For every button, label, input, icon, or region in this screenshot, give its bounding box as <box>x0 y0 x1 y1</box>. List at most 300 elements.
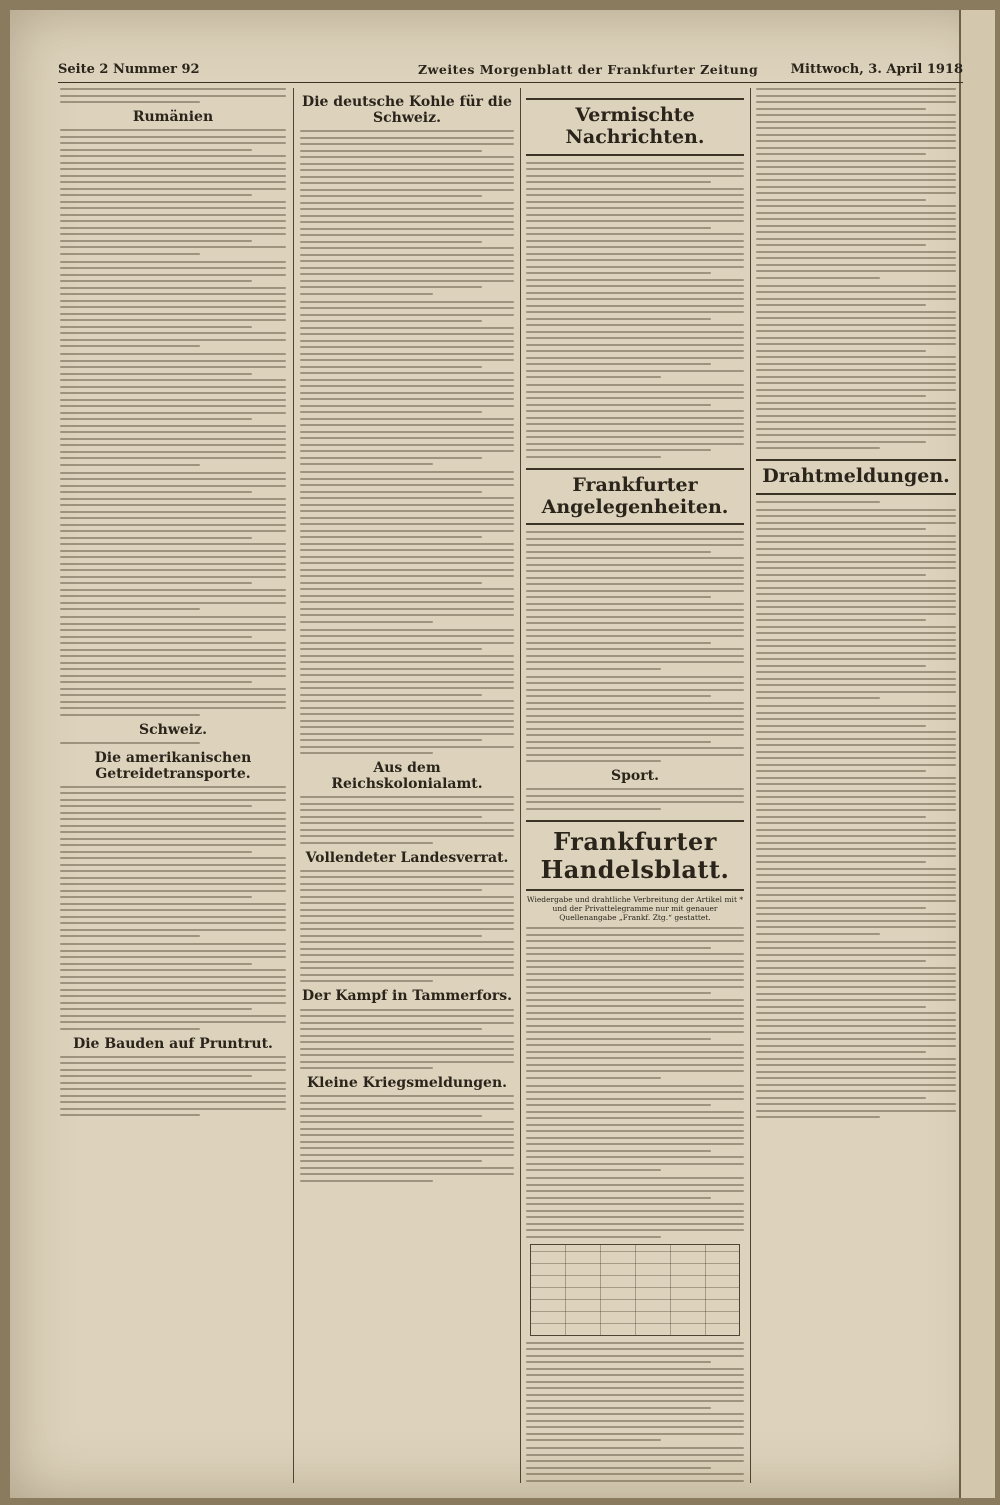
text-line <box>300 234 514 236</box>
text-line <box>756 652 956 654</box>
text-line <box>756 751 956 753</box>
text-line <box>300 621 433 623</box>
text-line <box>300 411 482 413</box>
text-line <box>526 376 661 378</box>
text-line <box>300 543 514 545</box>
text-line <box>60 550 286 552</box>
text-line <box>300 228 514 230</box>
article-body <box>300 629 514 755</box>
text-line <box>60 1088 286 1090</box>
text-line <box>300 156 514 158</box>
text-line <box>526 590 744 592</box>
text-line <box>300 635 514 637</box>
text-line <box>300 1022 514 1024</box>
text-line <box>300 556 514 558</box>
text-line <box>60 582 252 584</box>
text-line <box>60 608 200 610</box>
text-line <box>756 1097 926 1099</box>
text-line <box>526 214 744 216</box>
text-line <box>756 887 956 889</box>
column-rule <box>520 88 521 1483</box>
text-line <box>526 538 744 540</box>
text-line <box>60 300 286 302</box>
text-line <box>526 350 744 352</box>
text-line <box>526 1184 744 1186</box>
text-line <box>526 337 744 339</box>
text-line <box>60 982 286 984</box>
text-line <box>526 331 744 333</box>
text-line <box>526 207 744 209</box>
text-line <box>300 359 514 361</box>
text-line <box>526 1348 744 1350</box>
text-line <box>300 307 514 309</box>
text-line <box>526 188 744 190</box>
text-line <box>60 844 286 846</box>
text-line <box>60 464 200 466</box>
text-line <box>60 142 286 144</box>
text-line <box>60 366 286 368</box>
text-line <box>60 543 286 545</box>
text-line <box>526 363 711 365</box>
text-line <box>300 928 514 930</box>
text-line <box>300 915 514 917</box>
text-line <box>300 1048 514 1050</box>
text-line <box>756 684 956 686</box>
text-line <box>526 1197 711 1199</box>
text-line <box>756 160 956 162</box>
text-line <box>526 449 711 451</box>
text-line <box>60 616 286 618</box>
text-line <box>756 1032 956 1034</box>
text-line <box>60 227 286 229</box>
text-line <box>300 935 482 937</box>
text-line <box>60 1002 286 1004</box>
text-line <box>756 108 926 110</box>
text-line <box>756 796 956 798</box>
text-line <box>60 287 286 289</box>
text-line <box>300 176 514 178</box>
text-line <box>60 916 286 918</box>
text-line <box>526 292 744 294</box>
article-body <box>756 501 956 503</box>
text-line <box>300 752 433 754</box>
text-line <box>756 764 956 766</box>
text-line <box>300 450 514 452</box>
text-line <box>526 1236 661 1238</box>
text-line <box>526 298 744 300</box>
text-line <box>60 629 286 631</box>
text-line <box>756 1038 956 1040</box>
text-line <box>60 569 286 571</box>
text-line <box>756 382 956 384</box>
text-line <box>526 1420 744 1422</box>
text-line <box>526 1433 744 1435</box>
text-line <box>756 770 926 772</box>
text-line <box>300 504 514 506</box>
article-body <box>756 941 956 1119</box>
text-line <box>300 1054 514 1056</box>
text-line <box>300 883 514 885</box>
text-line <box>756 816 926 818</box>
text-line <box>60 233 286 235</box>
text-line <box>526 1190 744 1192</box>
text-line <box>300 733 514 735</box>
article-body <box>300 1009 514 1070</box>
text-line <box>60 694 286 696</box>
text-line <box>526 1229 744 1231</box>
text-line <box>756 980 956 982</box>
text-line <box>756 441 926 443</box>
text-line <box>756 960 926 962</box>
text-line <box>60 345 200 347</box>
text-line <box>756 626 956 628</box>
text-line <box>756 101 956 103</box>
text-line <box>300 803 514 805</box>
text-line <box>756 330 956 332</box>
text-line <box>300 215 514 217</box>
article-body <box>526 788 744 810</box>
text-line <box>756 147 956 149</box>
text-line <box>60 188 286 190</box>
text-line <box>60 935 200 937</box>
text-line <box>60 472 286 474</box>
text-line <box>60 1108 286 1110</box>
text-line <box>526 808 661 810</box>
text-line <box>756 134 956 136</box>
text-line <box>756 718 956 720</box>
text-line <box>300 484 514 486</box>
article-body <box>756 509 956 700</box>
text-line <box>756 842 956 844</box>
text-line <box>300 346 514 348</box>
text-line <box>300 835 514 837</box>
text-line <box>756 509 956 511</box>
text-line <box>300 457 482 459</box>
text-line <box>756 999 956 1001</box>
adjacent-page-edge <box>959 10 995 1498</box>
text-line <box>526 682 744 684</box>
text-line <box>526 266 744 268</box>
text-line <box>526 1130 744 1132</box>
text-line <box>756 528 926 530</box>
article-body <box>60 472 286 611</box>
text-line <box>300 208 514 210</box>
text-line <box>300 961 514 963</box>
article-body <box>300 471 514 623</box>
article-headline: Aus dem Reichskolonialamt. <box>331 760 483 793</box>
text-line <box>526 986 744 988</box>
text-line <box>526 927 744 929</box>
text-line <box>526 979 744 981</box>
text-line <box>300 320 482 322</box>
text-line <box>60 675 286 677</box>
text-line <box>60 399 286 401</box>
text-line <box>526 1203 744 1205</box>
text-line <box>300 948 514 950</box>
text-line <box>60 1114 200 1116</box>
text-line <box>300 726 514 728</box>
text-line <box>756 900 956 902</box>
text-line <box>300 694 482 696</box>
text-line <box>60 831 286 833</box>
text-line <box>526 1480 744 1482</box>
text-line <box>526 324 744 326</box>
text-line <box>300 431 514 433</box>
text-line <box>756 173 956 175</box>
article-headline: Rumänien <box>132 109 214 125</box>
text-line <box>526 1368 744 1370</box>
text-line <box>60 1101 286 1103</box>
text-line <box>300 530 514 532</box>
text-line <box>756 697 880 699</box>
text-line <box>60 478 286 480</box>
article-body <box>300 130 514 295</box>
text-line <box>60 207 286 209</box>
text-line <box>526 1018 744 1020</box>
text-line <box>526 557 744 559</box>
text-line <box>60 405 286 407</box>
text-line <box>526 259 744 261</box>
text-line <box>756 645 956 647</box>
article-body <box>60 1056 286 1117</box>
text-line <box>526 279 744 281</box>
text-line <box>756 757 956 759</box>
text-line <box>300 829 514 831</box>
text-line <box>300 1134 514 1136</box>
text-line <box>756 304 926 306</box>
text-line <box>60 1095 286 1097</box>
text-line <box>756 574 926 576</box>
text-line <box>756 277 880 279</box>
text-line <box>300 549 514 551</box>
text-line <box>526 564 744 566</box>
text-line <box>60 313 286 315</box>
text-line <box>300 471 514 473</box>
text-line <box>526 648 744 650</box>
text-line <box>60 194 252 196</box>
text-line <box>60 707 286 709</box>
text-line <box>60 149 252 151</box>
text-line <box>60 649 286 651</box>
text-line <box>300 385 514 387</box>
text-line <box>756 567 956 569</box>
text-line <box>60 595 286 597</box>
text-line <box>756 561 956 563</box>
text-line <box>300 221 514 223</box>
text-line <box>756 153 926 155</box>
text-line <box>300 182 514 184</box>
text-line <box>300 842 433 844</box>
text-line <box>756 199 926 201</box>
text-line <box>526 305 744 307</box>
text-line <box>60 556 286 558</box>
text-line <box>526 1394 744 1396</box>
text-line <box>60 662 286 664</box>
text-line <box>60 373 252 375</box>
text-line <box>300 314 514 316</box>
article-body <box>756 88 956 279</box>
text-line <box>526 616 744 618</box>
text-line <box>526 992 711 994</box>
text-line <box>526 1124 744 1126</box>
text-line <box>756 705 956 707</box>
article-body <box>756 285 956 450</box>
text-line <box>60 714 200 716</box>
text-line <box>60 326 252 328</box>
text-line <box>60 956 286 958</box>
text-line <box>756 1071 956 1073</box>
text-line <box>526 168 744 170</box>
text-line <box>300 588 514 590</box>
text-line <box>60 306 286 308</box>
text-line <box>300 1167 514 1169</box>
column-4 <box>756 88 956 1483</box>
text-line <box>756 613 956 615</box>
text-line <box>60 155 286 157</box>
text-line <box>526 689 744 691</box>
text-line <box>756 861 926 863</box>
text-line <box>756 803 956 805</box>
text-line <box>526 1143 744 1145</box>
text-line <box>526 728 744 730</box>
text-line <box>526 1051 744 1053</box>
text-line <box>756 95 956 97</box>
text-line <box>60 95 286 97</box>
text-line <box>60 498 286 500</box>
text-line <box>300 655 514 657</box>
text-line <box>526 544 744 546</box>
text-line <box>60 812 286 814</box>
text-line <box>756 376 956 378</box>
text-line <box>756 632 956 634</box>
article-body <box>300 1095 514 1182</box>
text-line <box>526 1439 661 1441</box>
text-line <box>300 668 514 670</box>
text-line <box>756 434 956 436</box>
text-line <box>60 818 286 820</box>
text-line <box>756 1090 956 1092</box>
text-line <box>756 1058 956 1060</box>
text-line <box>756 1116 880 1118</box>
text-line <box>526 397 744 399</box>
text-line <box>756 535 956 537</box>
text-line <box>756 554 956 556</box>
text-line <box>60 280 252 282</box>
text-line <box>756 725 926 727</box>
text-line <box>300 260 514 262</box>
text-line <box>300 202 514 204</box>
text-line <box>300 909 514 911</box>
text-line <box>526 1057 744 1059</box>
text-line <box>300 398 514 400</box>
text-line <box>60 943 286 945</box>
text-line <box>300 130 514 132</box>
text-line <box>300 642 514 644</box>
text-line <box>526 1038 711 1040</box>
text-line <box>60 870 286 872</box>
text-line <box>60 857 286 859</box>
edition-title: Zweites Morgenblatt der Frankfurter Zeitung <box>418 62 759 77</box>
text-line <box>526 384 744 386</box>
text-line <box>60 168 286 170</box>
text-line <box>300 687 514 689</box>
text-line <box>300 189 514 191</box>
text-line <box>526 934 744 936</box>
text-line <box>526 583 744 585</box>
text-line <box>526 702 744 704</box>
text-line <box>526 181 711 183</box>
text-line <box>756 835 956 837</box>
article-headline: Sport. <box>611 768 659 785</box>
article-headline: Drahtmeldungen. <box>756 459 956 495</box>
text-line <box>300 595 514 597</box>
text-line <box>526 1426 744 1428</box>
text-line <box>300 681 514 683</box>
article-body <box>60 353 286 466</box>
text-line <box>300 1108 514 1110</box>
text-line <box>756 913 956 915</box>
text-line <box>300 674 514 676</box>
text-line <box>756 993 956 995</box>
text-line <box>756 114 956 116</box>
text-line <box>300 809 514 811</box>
text-line <box>300 1147 514 1149</box>
text-line <box>756 291 956 293</box>
article-headline: Der Kampf in Tammerfors. <box>302 988 512 1005</box>
text-line <box>60 537 252 539</box>
article-body <box>60 943 286 1030</box>
text-line <box>526 318 711 320</box>
text-line <box>526 1223 744 1225</box>
text-line <box>526 1374 744 1376</box>
page-header <box>58 60 963 83</box>
text-line <box>300 707 514 709</box>
text-line <box>300 889 482 891</box>
newspaper-page <box>10 10 995 1498</box>
text-line <box>756 986 956 988</box>
text-line <box>300 163 514 165</box>
text-line <box>300 405 514 407</box>
text-line <box>526 695 711 697</box>
text-line <box>300 327 514 329</box>
text-line <box>300 980 433 982</box>
text-line <box>756 1051 926 1053</box>
text-line <box>756 447 880 449</box>
text-line <box>756 166 956 168</box>
text-line <box>300 137 514 139</box>
text-line <box>60 922 286 924</box>
text-line <box>756 639 956 641</box>
text-line <box>300 195 482 197</box>
text-line <box>300 896 514 898</box>
article-body <box>756 705 956 935</box>
text-line <box>60 353 286 355</box>
text-line <box>756 1025 956 1027</box>
text-line <box>60 1021 286 1023</box>
text-line <box>60 1062 286 1064</box>
text-line <box>526 194 744 196</box>
text-line <box>60 825 286 827</box>
text-line <box>300 392 514 394</box>
text-line <box>756 88 956 90</box>
text-line <box>300 1102 514 1104</box>
text-line <box>526 233 744 235</box>
text-line <box>756 257 956 259</box>
text-line <box>526 1400 744 1402</box>
text-line <box>526 1460 744 1462</box>
text-line <box>526 175 744 177</box>
text-line <box>60 995 286 997</box>
